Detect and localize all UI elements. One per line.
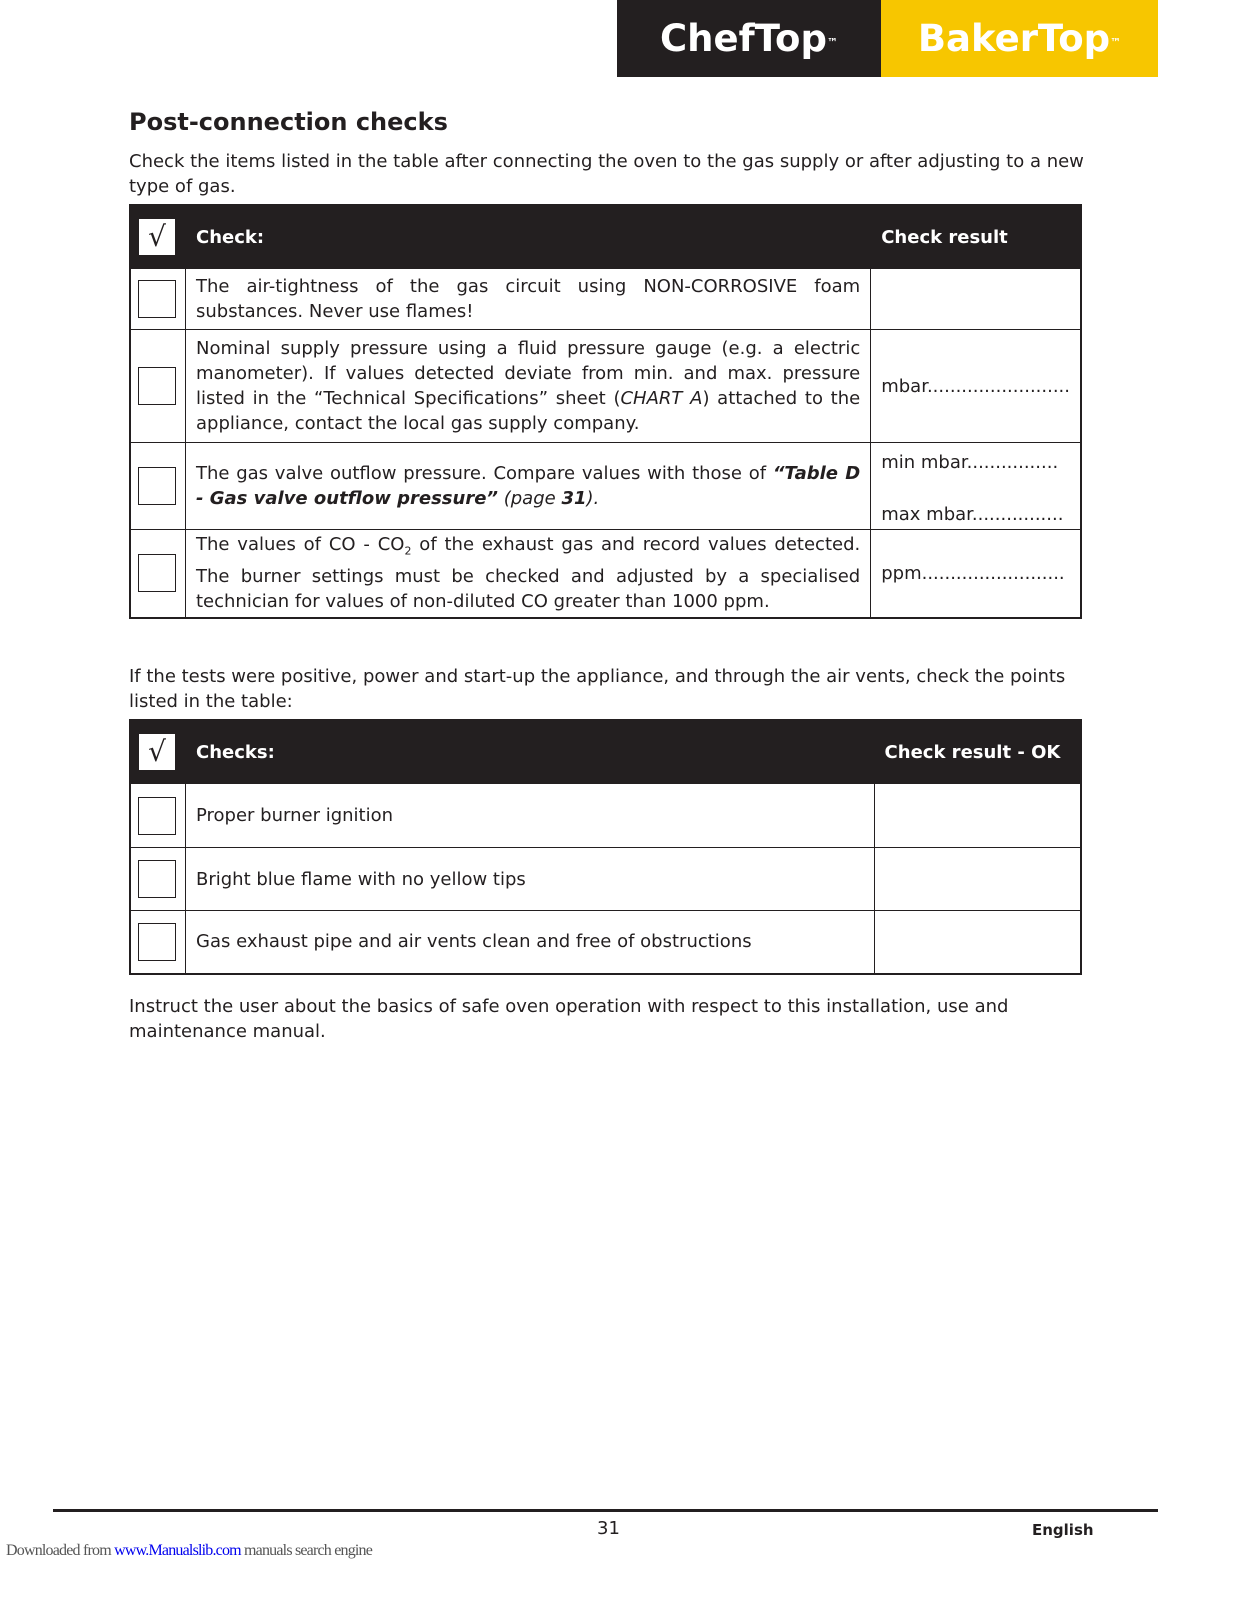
checkbox[interactable] <box>138 860 176 898</box>
brand-name: ChefTop <box>660 17 827 60</box>
chart-ref: CHART A <box>620 388 703 409</box>
checkbox[interactable] <box>138 554 176 592</box>
closing-text: Instruct the user about the basics of safe oven operation with respect to this installation, use and maintenance manual. <box>129 996 1009 1042</box>
intro-text: Check the items listed in the table after connecting the oven to the gas supply or after adjusting to a new type of gas. <box>129 151 1084 197</box>
column-header-result: Check result - OK <box>874 720 1081 784</box>
check-text: The air-tightness of the gas circuit using NON-CORROSIVE foam substances. Never use flames! <box>186 269 871 330</box>
middle-text: If the tests were positive, power and start-up the appliance, and through the air vents, check the points listed in the table: <box>129 666 1066 712</box>
check-mark-icon: √ <box>138 733 176 771</box>
check-result[interactable]: mbar......................... <box>871 330 1081 443</box>
text: The values of CO - CO <box>196 534 405 556</box>
checkbox[interactable] <box>138 367 176 405</box>
download-notice <box>6 1542 372 1560</box>
check-text <box>186 330 871 443</box>
table-row <box>130 330 1081 443</box>
subscript: 2 <box>404 545 412 559</box>
bakertop-logo <box>881 0 1158 77</box>
footer-divider <box>53 1509 1158 1512</box>
text: The gas valve outflow pressure. Compare values with those of <box>196 463 773 484</box>
check-result[interactable] <box>874 784 1081 848</box>
check-text: Gas exhaust pipe and air vents clean and free of obstructions <box>186 911 875 974</box>
text: of the exhaust gas and record values detected. The burner settings must be checked and adjusted by a specialised technician for values of non-diluted CO greater than 1000 ppm. <box>196 534 861 613</box>
result-min: min mbar................ <box>881 452 1059 473</box>
result-max: max mbar................ <box>881 504 1064 525</box>
table-row <box>130 784 1081 848</box>
column-header-checks: Checks: <box>186 720 875 784</box>
checkbox[interactable] <box>138 280 176 318</box>
table-row <box>130 269 1081 330</box>
text: Downloaded from <box>6 1542 115 1559</box>
table-header <box>130 720 1081 784</box>
check-text <box>186 443 871 530</box>
column-header-check: Check: <box>186 205 871 269</box>
table-row <box>130 443 1081 530</box>
startup-checks-table <box>129 719 1082 975</box>
column-header-result: Check result <box>871 205 1081 269</box>
section-title: Post-connection checks <box>129 108 448 136</box>
brand-name: BakerTop <box>917 17 1111 60</box>
check-result[interactable] <box>874 911 1081 974</box>
table-ref: “Table D - Gas valve outflow pressure” <box>196 463 861 509</box>
trademark: ™ <box>1110 36 1122 49</box>
table-row <box>130 848 1081 911</box>
cheftop-logo <box>617 0 881 77</box>
table-row <box>130 530 1081 618</box>
check-result[interactable] <box>871 443 1081 530</box>
check-text: Proper burner ignition <box>186 784 875 848</box>
page-ref: 31 <box>561 488 587 509</box>
text: ). <box>586 488 600 509</box>
table-header <box>130 205 1081 269</box>
checkbox[interactable] <box>138 923 176 961</box>
checkbox[interactable] <box>138 797 176 835</box>
language-label: English <box>1032 1521 1094 1539</box>
checkbox[interactable] <box>138 467 176 505</box>
check-result[interactable]: ppm......................... <box>871 530 1081 618</box>
manualslib-link[interactable]: www.Manualslib.com <box>114 1542 241 1559</box>
page-number: 31 <box>597 1518 620 1539</box>
table-row <box>130 911 1081 974</box>
check-result[interactable] <box>871 269 1081 330</box>
text: ) attached to the appliance, contact the local gas supply company. <box>196 388 861 434</box>
check-text <box>186 530 871 618</box>
trademark: ™ <box>826 36 838 49</box>
check-text: Bright blue flame with no yellow tips <box>186 848 875 911</box>
check-mark-icon: √ <box>138 218 176 256</box>
post-connection-table <box>129 204 1082 619</box>
text: (page <box>498 488 562 509</box>
text: manuals search engine <box>240 1542 373 1559</box>
check-result[interactable] <box>874 848 1081 911</box>
text: Nominal supply pressure using a fluid pressure gauge (e.g. a electric manometer). If values detected deviate from min. and max. pressure listed in the “Technical Specifications” sheet ( <box>196 338 861 409</box>
